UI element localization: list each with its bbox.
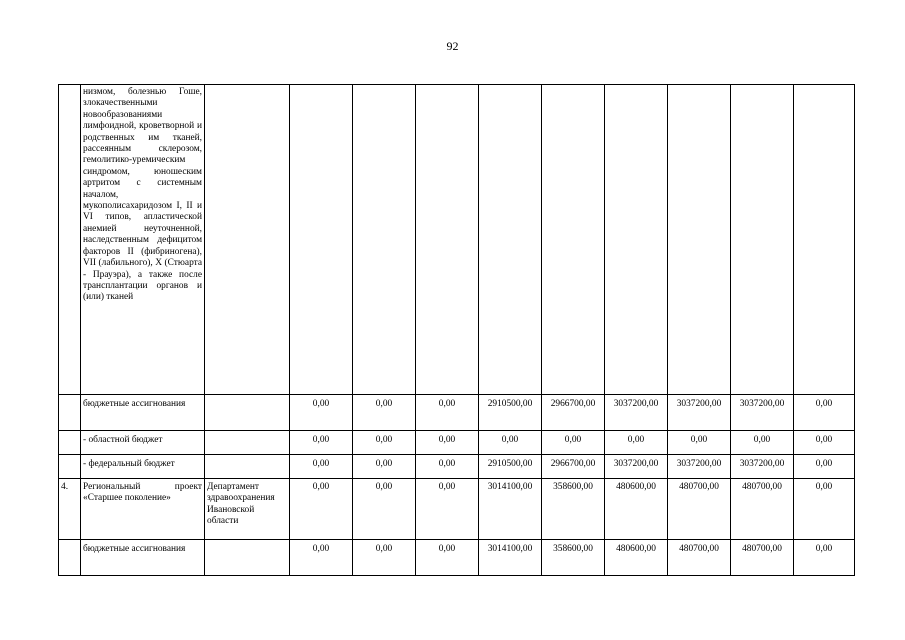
value-cell: 2910500,00 — [479, 395, 542, 431]
row-responsible — [205, 455, 290, 479]
value-cell — [731, 85, 794, 395]
value-cell: 0,00 — [416, 540, 479, 576]
value-cell: 0,00 — [416, 431, 479, 455]
value-cell: 480700,00 — [731, 479, 794, 540]
table-row — [59, 431, 855, 455]
row-name: - федеральный бюджет — [81, 455, 205, 479]
value-cell: 0,00 — [794, 479, 855, 540]
value-cell: 0,00 — [353, 395, 416, 431]
value-cell: 2966700,00 — [542, 395, 605, 431]
value-cell: 0,00 — [731, 431, 794, 455]
value-cell: 0,00 — [353, 479, 416, 540]
table-row — [59, 479, 855, 540]
row-responsible — [205, 85, 290, 395]
value-cell: 0,00 — [353, 540, 416, 576]
row-index — [59, 431, 81, 455]
value-cell: 0,00 — [290, 540, 353, 576]
row-responsible — [205, 431, 290, 455]
value-cell: 480700,00 — [668, 540, 731, 576]
value-cell: 3037200,00 — [668, 395, 731, 431]
value-cell: 0,00 — [794, 395, 855, 431]
row-name: бюджетные ассигнования — [81, 540, 205, 576]
value-cell: 3014100,00 — [479, 540, 542, 576]
value-cell: 3037200,00 — [731, 395, 794, 431]
row-index — [59, 540, 81, 576]
row-name: низмом, болезнью Гоше, злокачественными новообразованиями лимфоидной, кроветворной и родственных им тканей, рассеянным склерозом, гемолитико-уремическим синдромом, юношеским артритом с системным началом, мукополисахаридозом I, II и VI типов, апластической анемией неуточненной, наследственным дефицитом факторов II (фибриногена), VII (лабильного), X (Стюарта - Прауэра), а также после трансплантации органов и (или) тканей — [81, 85, 205, 395]
value-cell: 3037200,00 — [668, 455, 731, 479]
value-cell: 0,00 — [290, 479, 353, 540]
value-cell: 0,00 — [794, 431, 855, 455]
value-cell: 2910500,00 — [479, 455, 542, 479]
value-cell: 0,00 — [605, 431, 668, 455]
budget-table — [58, 84, 855, 576]
value-cell: 0,00 — [353, 431, 416, 455]
value-cell: 3037200,00 — [605, 395, 668, 431]
value-cell: 0,00 — [542, 431, 605, 455]
value-cell: 0,00 — [479, 431, 542, 455]
value-cell: 2966700,00 — [542, 455, 605, 479]
row-name: Региональный проект «Старшее поколение» — [81, 479, 205, 540]
table-row — [59, 455, 855, 479]
value-cell: 0,00 — [794, 540, 855, 576]
value-cell — [794, 85, 855, 395]
value-cell: 0,00 — [794, 455, 855, 479]
value-cell: 3014100,00 — [479, 479, 542, 540]
value-cell: 3037200,00 — [605, 455, 668, 479]
value-cell: 0,00 — [290, 431, 353, 455]
row-responsible — [205, 540, 290, 576]
row-responsible — [205, 395, 290, 431]
value-cell: 0,00 — [290, 395, 353, 431]
value-cell: 0,00 — [353, 455, 416, 479]
value-cell: 358600,00 — [542, 540, 605, 576]
page-number: 92 — [446, 39, 459, 53]
value-cell: 0,00 — [416, 479, 479, 540]
value-cell: 480700,00 — [731, 540, 794, 576]
row-index — [59, 395, 81, 431]
value-cell: 0,00 — [416, 395, 479, 431]
value-cell: 480600,00 — [605, 479, 668, 540]
value-cell: 3037200,00 — [731, 455, 794, 479]
row-index — [59, 85, 81, 395]
value-cell — [353, 85, 416, 395]
value-cell: 0,00 — [416, 455, 479, 479]
value-cell — [605, 85, 668, 395]
row-responsible: Департамент здравоохранения Ивановской области — [205, 479, 290, 540]
value-cell — [542, 85, 605, 395]
value-cell: 358600,00 — [542, 479, 605, 540]
value-cell — [668, 85, 731, 395]
value-cell: 0,00 — [668, 431, 731, 455]
row-name: - областной бюджет — [81, 431, 205, 455]
value-cell: 0,00 — [290, 455, 353, 479]
value-cell: 480600,00 — [605, 540, 668, 576]
table-row — [59, 395, 855, 431]
value-cell — [416, 85, 479, 395]
value-cell — [290, 85, 353, 395]
row-index: 4. — [59, 479, 81, 540]
table-row — [59, 540, 855, 576]
row-name: бюджетные ассигнования — [81, 395, 205, 431]
table-row — [59, 85, 855, 395]
value-cell: 480700,00 — [668, 479, 731, 540]
value-cell — [479, 85, 542, 395]
row-index — [59, 455, 81, 479]
